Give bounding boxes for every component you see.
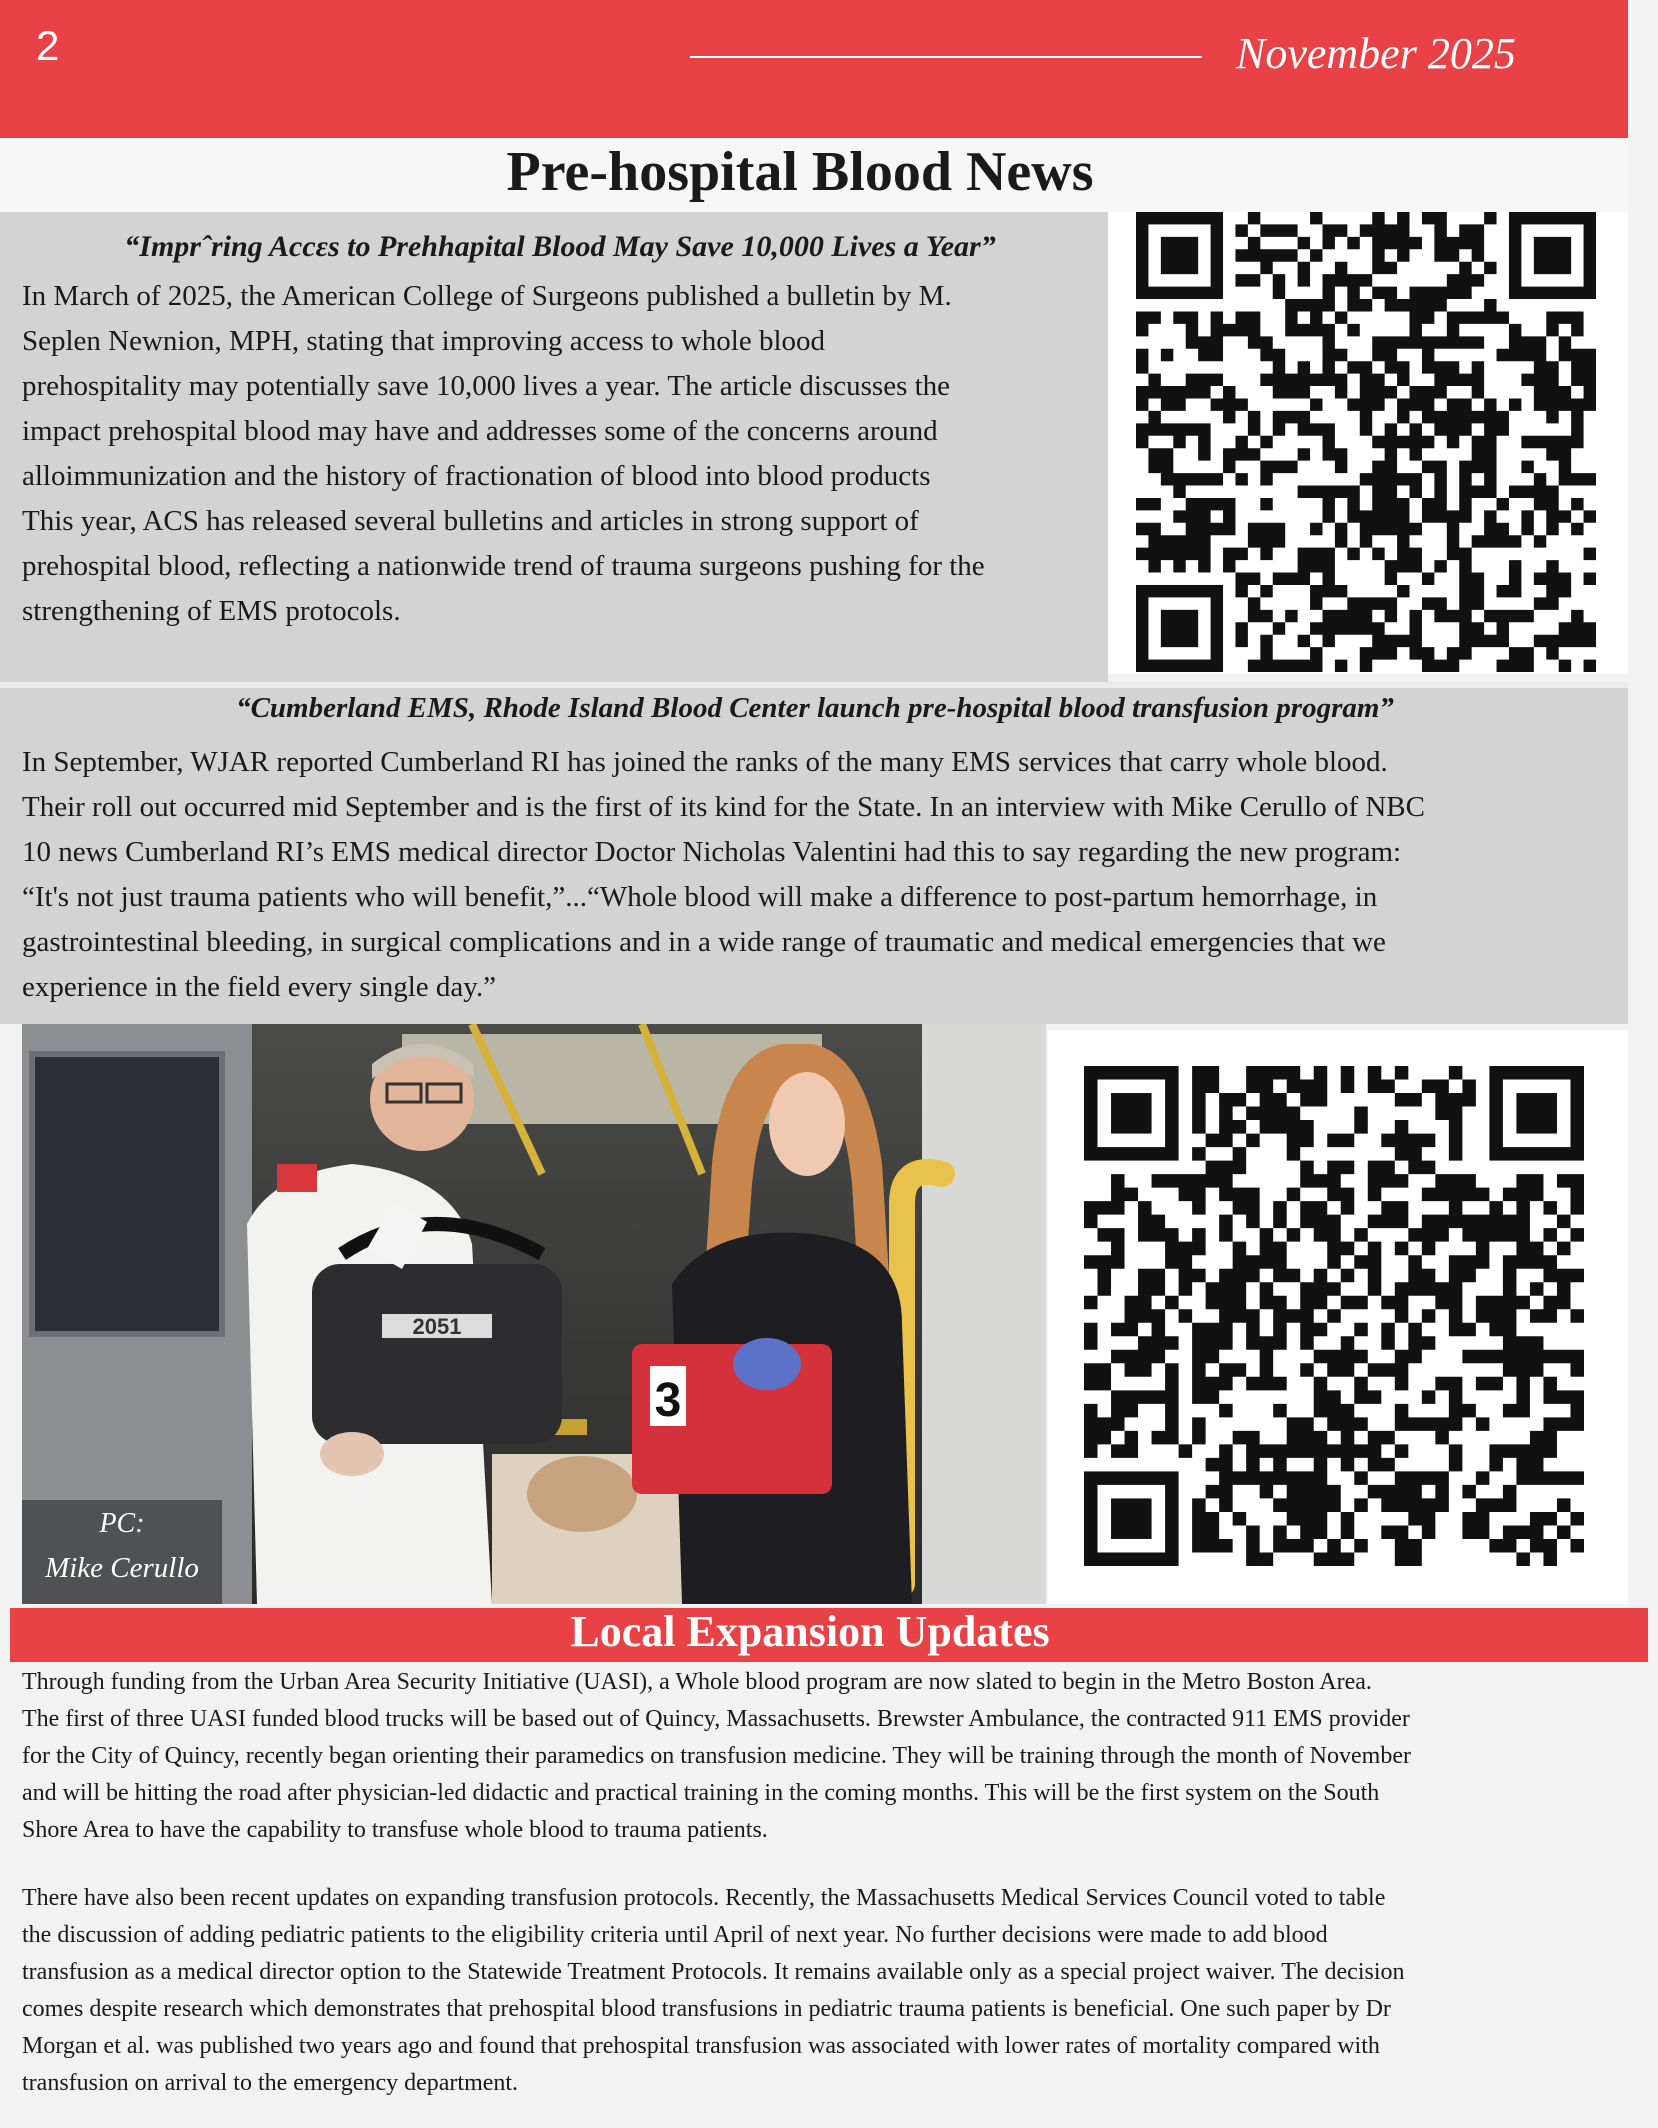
qr-code-icon (1136, 212, 1596, 672)
section-3-line: Morgan et al. was published two years ago and found that prehospital transfusion was associated with lower rates of mortality compared with (22, 2033, 1380, 2059)
article-2-line: 10 news Cumberland RI’s EMS medical director Doctor Nicholas Valentini had this to say regarding the new program: (22, 836, 1402, 868)
article-1-line: impact prehospital blood may have and addresses some of the concerns around (22, 415, 938, 447)
qr-code-icon (1084, 1066, 1584, 1566)
article-1-line: prehospital blood, reflecting a nationwide trend of trauma surgeons pushing for the (22, 550, 985, 582)
section-3-title: Local Expansion Updates (570, 1607, 1050, 1656)
article-2-body (22, 740, 1626, 1010)
page-number: 2 (36, 22, 60, 69)
article-1-line: This year, ACS has released several bulletins and articles in strong support of (22, 505, 919, 537)
section-3-line: Through funding from the Urban Area Security Initiative (UASI), a Whole blood program are now slated to begin in the Metro Boston Area. (22, 1669, 1372, 1695)
article-2-headline: “Cumberland EMS, Rhode Island Blood Center launch pre-hospital blood transfusion program” (236, 692, 1394, 724)
section-3-line: and will be hitting the road after physician-led didactic and practical training in the coming months. This will be the first system on the South (22, 1780, 1380, 1806)
section-3-line: transfusion as a medical director option to the Statewide Treatment Protocols. It remains available only as a special project waiver. The decision (22, 1959, 1405, 1985)
article-1-headline: “Imprˆring Accɛs to Prehhapital Blood May Save 10,000 Lives a Year” (124, 230, 996, 263)
article-1-line: prehospitality may potentially save 10,000 lives a year. The article discusses the (22, 370, 951, 402)
section-3-line: There have also been recent updates on expanding transfusion protocols. Recently, the Massachusetts Medical Services Council voted to table (22, 1885, 1386, 1911)
section-3-paragraph-1 (22, 1664, 1622, 1849)
shoulder-patch-icon (277, 1164, 317, 1192)
section-3-line: transfusion on arrival to the emergency department. (22, 2070, 519, 2096)
article-1-line: In March of 2025, the American College of Surgeons published a bulletin by M. (22, 280, 952, 312)
section-3-line: Shore Area to have the capability to transfuse whole blood to trauma patients. (22, 1817, 768, 1843)
article-1-line: alloimmunization and the history of fractionation of blood into blood products (22, 460, 931, 492)
article-2-line: Their roll out occurred mid September and is the first of its kind for the State. In an interview with Mike Cerullo of NBC (22, 791, 1425, 823)
qr-code-2[interactable] (1048, 1030, 1628, 1604)
article-2-line: “It's not just trauma patients who will benefit,”...“Whole blood will make a difference to post-partum hemorrhage, in (22, 881, 1378, 913)
page-title: Pre-hospital Blood News (506, 141, 1094, 203)
bag-label: 2051 (412, 1314, 462, 1339)
photo-credit-name: Mike Cerullo (45, 1552, 199, 1584)
article-1-body (22, 274, 1110, 634)
issue-date: November 2025 (1236, 29, 1516, 78)
qr-code-1[interactable] (1108, 212, 1628, 674)
article-2-line: experience in the field every single day.” (22, 971, 496, 1003)
cooler-number: 3 (654, 1374, 682, 1427)
article-1-line: strengthening of EMS protocols. (22, 595, 401, 627)
section-3-line: comes despite research which demonstrates that prehospital blood transfusions in pediatric trauma patients is beneficial. One such paper by Dr (22, 1996, 1391, 2022)
article-2-line: In September, WJAR reported Cumberland RI has joined the ranks of the many EMS services that carry whole blood. (22, 746, 1388, 778)
article-1-line: Seplen Newnion, MPH, stating that improving access to whole blood (22, 325, 826, 357)
section-3-line: the discussion of adding pediatric patients to the eligibility criteria until April of next year. No further decisions were made to add blood (22, 1922, 1328, 1948)
article-2-line: gastrointestinal bleeding, in surgical complications and in a wide range of traumatic and medical emergencies that we (22, 926, 1386, 958)
section-3-paragraph-2 (22, 1880, 1622, 2102)
section-3-line: The first of three UASI funded blood trucks will be based out of Quincy, Massachusetts. Brewster Ambulance, the contracted 911 EMS provider (22, 1706, 1410, 1732)
photo-credit-label: PC: (99, 1508, 145, 1539)
medical-bag (312, 1264, 562, 1444)
header-rule (690, 56, 1202, 58)
section-3-line: for the City of Quincy, recently began orienting their paramedics on transfusion medicine. They will be training through the month of November (22, 1743, 1411, 1769)
